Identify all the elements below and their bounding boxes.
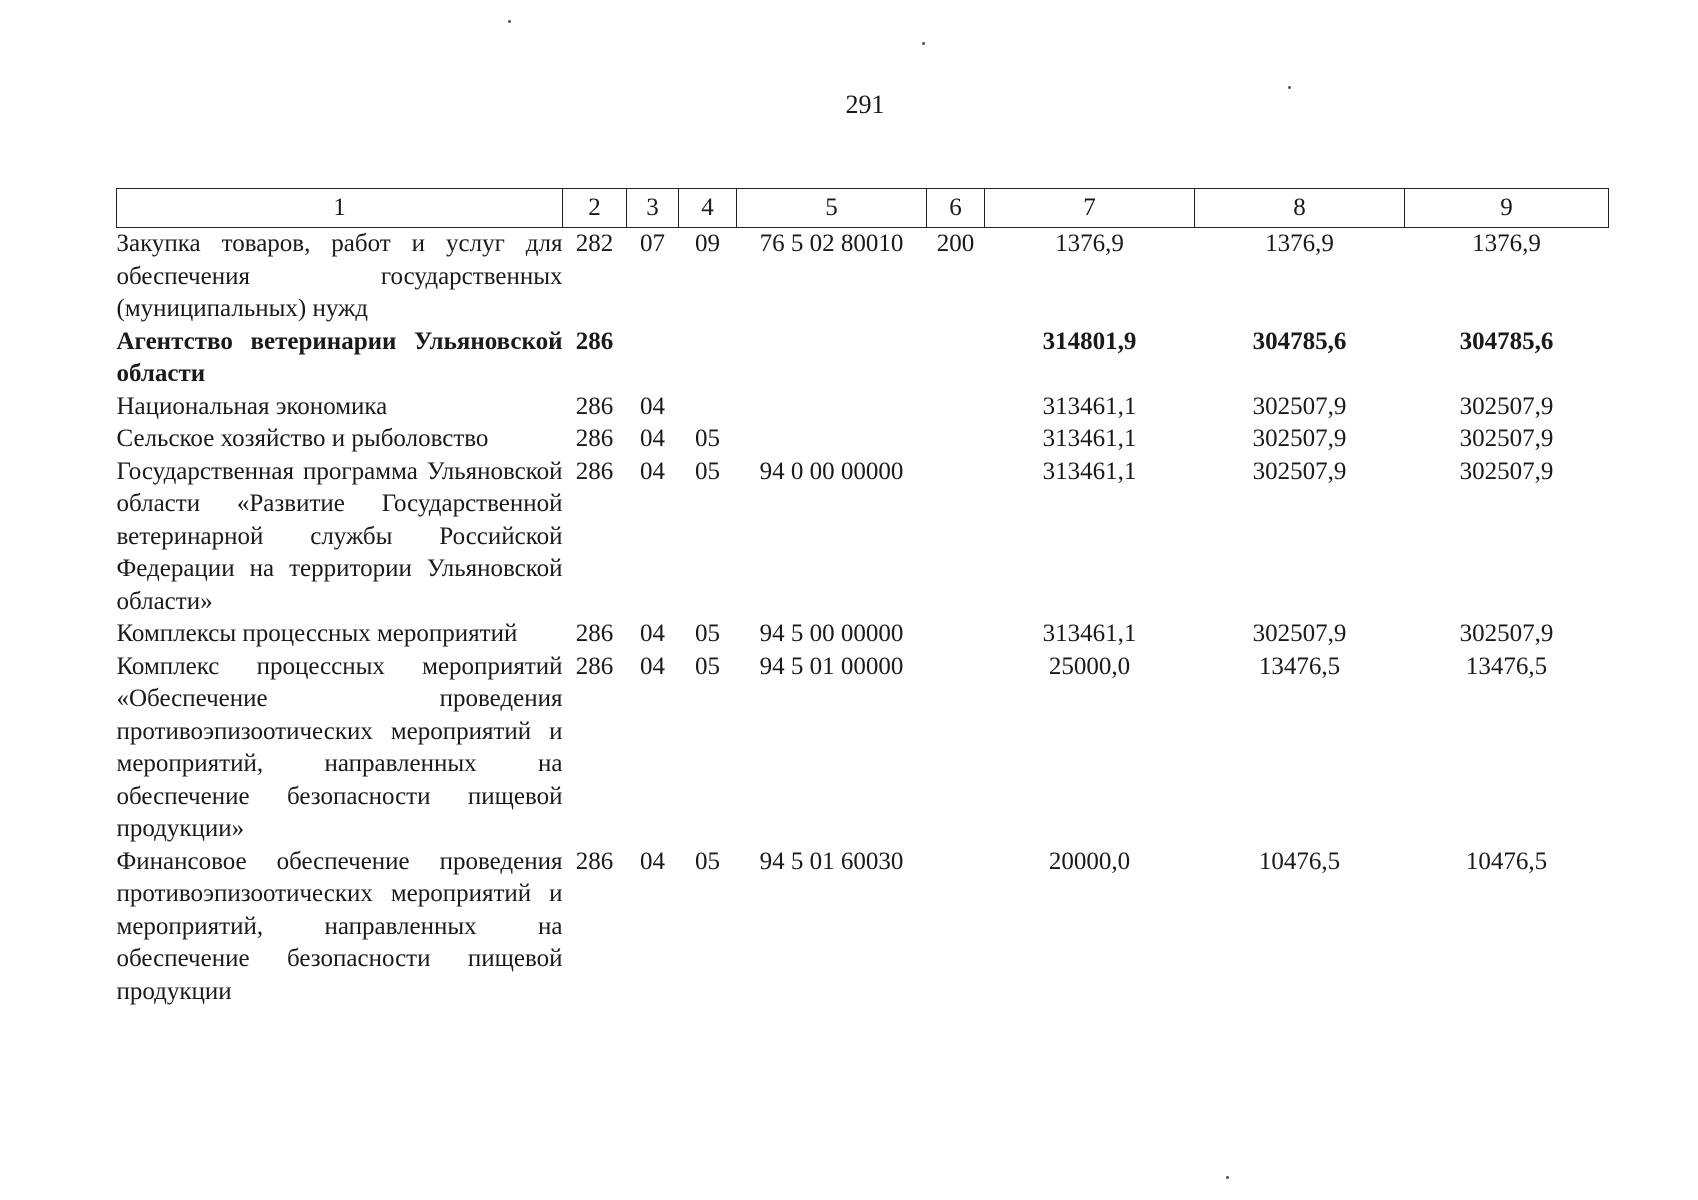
- expense-type-cell: [927, 326, 985, 391]
- amount-cell: 13476,5: [1258, 652, 1341, 680]
- target-item-cell: [737, 423, 927, 456]
- amount-cell: 304785,6: [1459, 327, 1554, 355]
- target-item-cell: [737, 391, 927, 424]
- admin-code-cell: 286: [575, 652, 614, 680]
- subsection-code-cell: 09: [695, 230, 720, 257]
- column-header: 5: [737, 189, 927, 228]
- row-name-cell: Комплекс процессных мероприятий «Обеспечение проведения противоэпизоотических мероприятий и мероприятий, направленных на обеспечение безопасности пищевой продукции»: [116, 652, 563, 842]
- row-name-cell: Финансовое обеспечение проведения противоэпизоотических мероприятий и мероприятий, направленных на обеспечение безопасности пищевой продукции: [116, 847, 563, 1005]
- row-name-cell: Агентство ветеринарии Ульяновской области: [116, 327, 563, 387]
- expense-type-cell: [927, 423, 985, 456]
- expense-type-cell: [927, 651, 985, 846]
- table-row: [117, 423, 1609, 456]
- amount-cell: 302507,9: [1252, 425, 1347, 452]
- column-number-row: [117, 189, 1609, 228]
- section-code-cell: [627, 326, 679, 391]
- target-item-cell: 94 5 00 00000: [759, 620, 904, 647]
- expense-type-cell: 200: [936, 230, 975, 257]
- amount-cell: 20000,0: [1048, 847, 1131, 875]
- amount-cell: 302507,9: [1459, 620, 1554, 647]
- amount-cell: 302507,9: [1252, 392, 1347, 420]
- amount-cell: 313461,1: [1042, 392, 1137, 420]
- table-body: [117, 228, 1609, 1009]
- scan-speck: [508, 20, 511, 23]
- expense-type-cell: [927, 391, 985, 424]
- row-name-cell: Комплексы процессных мероприятий: [116, 620, 518, 647]
- table-row: [117, 618, 1609, 651]
- admin-code-cell: 286: [575, 847, 614, 875]
- column-header: 8: [1195, 189, 1405, 228]
- amount-cell: 302507,9: [1252, 457, 1347, 485]
- scan-speck: [922, 42, 925, 45]
- subsection-code-cell: 05: [695, 652, 720, 680]
- amount-cell: 313461,1: [1042, 425, 1137, 452]
- admin-code-cell: 286: [575, 457, 614, 485]
- section-code-cell: 04: [640, 847, 665, 875]
- row-name-cell: Закупка товаров, работ и услуг для обеспечения государственных (муниципальных) нужд: [116, 230, 563, 322]
- amount-cell: 1376,9: [1472, 230, 1541, 257]
- section-code-cell: 07: [640, 230, 665, 257]
- scan-speck: [1288, 86, 1291, 89]
- table-row: [117, 456, 1609, 619]
- table-row: [117, 651, 1609, 846]
- row-name-cell: Сельское хозяйство и рыболовство: [116, 425, 489, 452]
- amount-cell: 302507,9: [1459, 392, 1554, 420]
- amount-cell: 1376,9: [1265, 230, 1334, 257]
- amount-cell: 304785,6: [1252, 327, 1347, 355]
- column-header: 4: [679, 189, 737, 228]
- section-code-cell: 04: [640, 457, 665, 485]
- amount-cell: 302507,9: [1459, 457, 1554, 485]
- column-header: 7: [985, 189, 1195, 228]
- budget-table: [116, 188, 1609, 1008]
- column-header: 3: [627, 189, 679, 228]
- amount-cell: 10476,5: [1258, 847, 1341, 875]
- scan-speck: [1226, 1176, 1229, 1179]
- section-code-cell: 04: [640, 652, 665, 680]
- column-header: 2: [563, 189, 627, 228]
- subsection-code-cell: [679, 391, 737, 424]
- table-row: [117, 228, 1609, 326]
- subsection-code-cell: 05: [695, 847, 720, 875]
- amount-cell: 313461,1: [1042, 457, 1137, 485]
- column-header: 9: [1405, 189, 1609, 228]
- row-name-cell: Государственная программа Ульяновской области «Развитие Государственной ветеринарной службы Российской Федерации на территории Ульяновской области»: [116, 457, 563, 615]
- amount-cell: 13476,5: [1465, 652, 1548, 680]
- target-item-cell: [737, 326, 927, 391]
- amount-cell: 314801,9: [1042, 327, 1137, 355]
- target-item-cell: 94 5 01 60030: [759, 847, 904, 875]
- expense-type-cell: [927, 846, 985, 1009]
- subsection-code-cell: 05: [695, 457, 720, 485]
- row-name-cell: Национальная экономика: [116, 392, 388, 420]
- section-code-cell: 04: [640, 425, 665, 452]
- column-header: 1: [117, 189, 563, 228]
- subsection-code-cell: 05: [695, 425, 720, 452]
- admin-code-cell: 286: [575, 620, 614, 647]
- section-code-cell: 04: [640, 620, 665, 647]
- target-item-cell: 94 0 00 00000: [759, 457, 904, 485]
- expense-type-cell: [927, 618, 985, 651]
- amount-cell: 10476,5: [1465, 847, 1548, 875]
- admin-code-cell: 286: [575, 392, 614, 420]
- table-row: [117, 846, 1609, 1009]
- table-row: [117, 326, 1609, 391]
- target-item-cell: 94 5 01 00000: [759, 652, 904, 680]
- subsection-code-cell: [679, 326, 737, 391]
- amount-cell: 313461,1: [1042, 620, 1137, 647]
- table-row: [117, 391, 1609, 424]
- amount-cell: 25000,0: [1048, 652, 1131, 680]
- target-item-cell: 76 5 02 80010: [759, 230, 904, 257]
- page-number: 291: [845, 90, 885, 119]
- admin-code-cell: 286: [575, 425, 614, 452]
- amount-cell: 1376,9: [1055, 230, 1124, 257]
- section-code-cell: 04: [640, 392, 665, 420]
- subsection-code-cell: 05: [695, 620, 720, 647]
- expense-type-cell: [927, 456, 985, 619]
- admin-code-cell: 286: [575, 327, 614, 355]
- amount-cell: 302507,9: [1252, 620, 1347, 647]
- admin-code-cell: 282: [575, 230, 614, 257]
- column-header: 6: [927, 189, 985, 228]
- amount-cell: 302507,9: [1459, 425, 1554, 452]
